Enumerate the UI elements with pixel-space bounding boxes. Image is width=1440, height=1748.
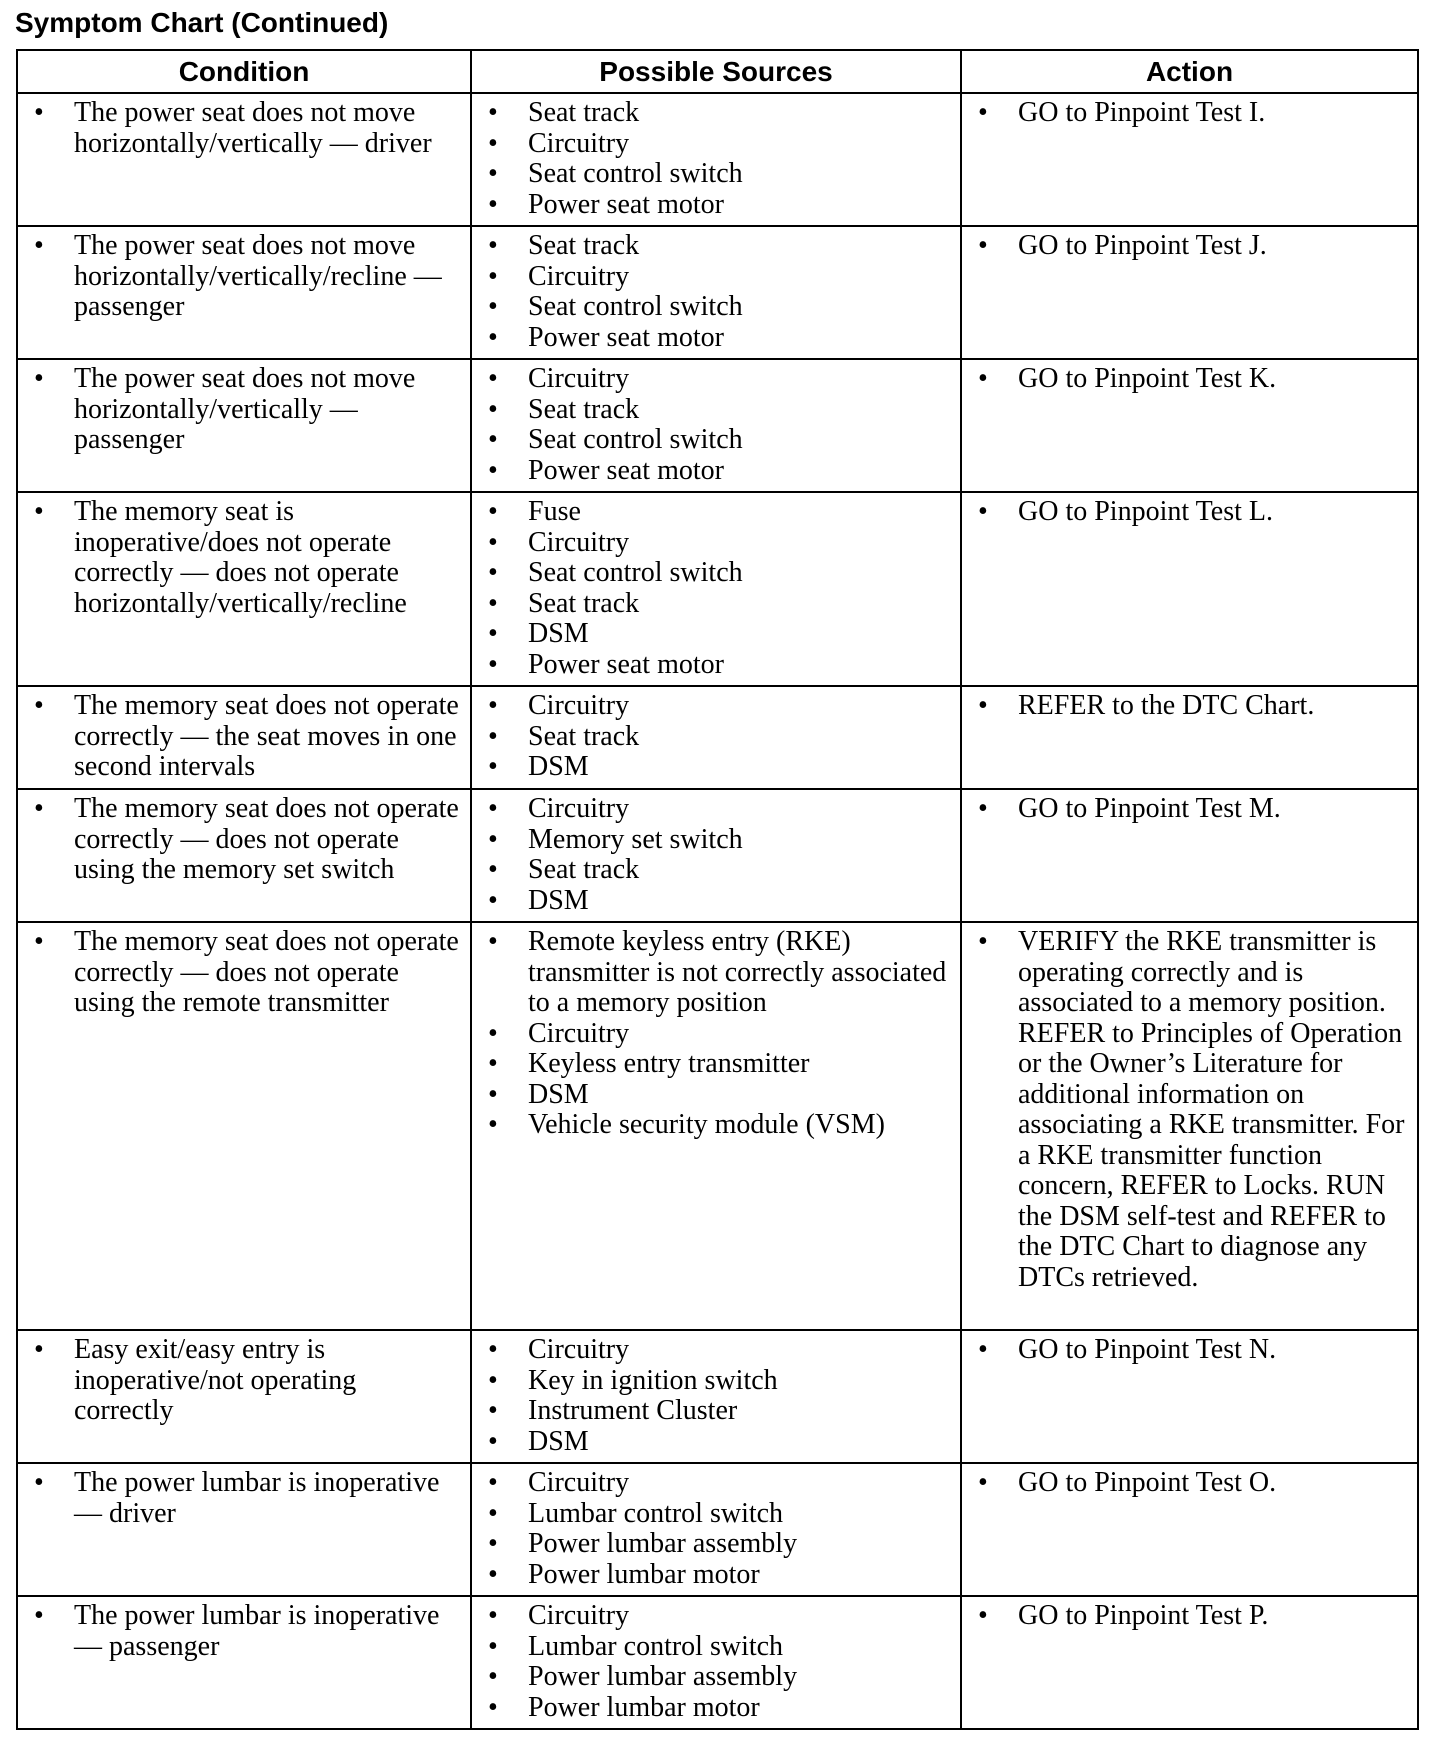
possible-sources-cell (471, 789, 961, 922)
condition-cell (17, 1330, 471, 1463)
bullet-list (32, 794, 462, 886)
list-item: • Circuitry (486, 691, 952, 722)
possible-sources-cell (471, 1596, 961, 1729)
bullet-list (32, 927, 462, 1019)
table-row (17, 686, 1418, 789)
condition-cell (17, 226, 471, 359)
bullet-list (486, 691, 952, 783)
list-item: • Keyless entry transmitter (486, 1049, 952, 1080)
list-item: • Seat control switch (486, 159, 952, 190)
list-item: • Seat track (486, 855, 952, 886)
table-row (17, 789, 1418, 922)
list-item: • Seat control switch (486, 425, 952, 456)
possible-sources-cell (471, 922, 961, 1330)
possible-sources-cell (471, 93, 961, 226)
list-item: • GO to Pinpoint Test I. (976, 98, 1409, 129)
list-item: • Fuse (486, 497, 952, 528)
bullet-list (976, 691, 1409, 722)
list-item: • GO to Pinpoint Test L. (976, 497, 1409, 528)
list-item: • Circuitry (486, 1468, 952, 1499)
action-cell (961, 226, 1418, 359)
list-item: • DSM (486, 619, 952, 650)
list-item: • Power seat motor (486, 456, 952, 487)
action-cell (961, 93, 1418, 226)
bullet-list (32, 497, 462, 619)
list-item: • Circuitry (486, 364, 952, 395)
condition-cell (17, 492, 471, 686)
list-item: • Seat control switch (486, 292, 952, 323)
list-item: • Power lumbar assembly (486, 1529, 952, 1560)
bullet-list (976, 231, 1409, 262)
list-item: • Circuitry (486, 262, 952, 293)
action-cell (961, 359, 1418, 492)
list-item: • GO to Pinpoint Test P. (976, 1601, 1409, 1632)
action-cell (961, 789, 1418, 922)
list-item: • The memory seat does not operate correctly — does not operate using the memory set switch (32, 794, 462, 886)
list-item: • Circuitry (486, 1019, 952, 1050)
list-item: • Circuitry (486, 129, 952, 160)
column-header-condition: Condition (17, 50, 471, 93)
table-row (17, 226, 1418, 359)
condition-cell (17, 1596, 471, 1729)
bullet-list (976, 98, 1409, 129)
list-item: • Power lumbar motor (486, 1560, 952, 1591)
list-item: • The power seat does not move horizontally/vertically — passenger (32, 364, 462, 456)
list-item: • Circuitry (486, 528, 952, 559)
list-item: • GO to Pinpoint Test M. (976, 794, 1409, 825)
possible-sources-cell (471, 359, 961, 492)
possible-sources-cell (471, 1330, 961, 1463)
list-item: • Seat track (486, 98, 952, 129)
list-item: • Key in ignition switch (486, 1366, 952, 1397)
bullet-list (976, 927, 1409, 1293)
table-row (17, 922, 1418, 1330)
possible-sources-cell (471, 686, 961, 789)
bullet-list (486, 794, 952, 916)
bullet-list (486, 1468, 952, 1590)
list-item: • Seat track (486, 231, 952, 262)
bullet-list (486, 364, 952, 486)
table-row (17, 1463, 1418, 1596)
list-item: • Power seat motor (486, 323, 952, 354)
bullet-list (32, 1335, 462, 1427)
table-row (17, 1596, 1418, 1729)
list-item: • GO to Pinpoint Test J. (976, 231, 1409, 262)
bullet-list (32, 1601, 462, 1662)
bullet-list (32, 691, 462, 783)
possible-sources-cell (471, 1463, 961, 1596)
action-cell (961, 1463, 1418, 1596)
list-item: • VERIFY the RKE transmitter is operating correctly and is associated to a memory position. REFER to Principles of Operation or the Owner’s Literature for additional information on associating a RKE transmitter. For a RKE transmitter function concern, REFER to Locks. RUN the DSM self-test and REFER to the DTC Chart to diagnose any DTCs retrieved. (976, 927, 1409, 1293)
list-item: • The power lumbar is inoperative — driver (32, 1468, 462, 1529)
list-item: • GO to Pinpoint Test N. (976, 1335, 1409, 1366)
list-item: • Lumbar control switch (486, 1499, 952, 1530)
list-item: • Seat track (486, 589, 952, 620)
bullet-list (32, 364, 462, 456)
possible-sources-cell (471, 226, 961, 359)
list-item: • Circuitry (486, 1601, 952, 1632)
bullet-list (486, 1335, 952, 1457)
action-cell (961, 1596, 1418, 1729)
table-row (17, 93, 1418, 226)
list-item: • DSM (486, 1080, 952, 1111)
bullet-list (486, 927, 952, 1141)
table-header-row (17, 50, 1418, 93)
bullet-list (976, 794, 1409, 825)
list-item: • Instrument Cluster (486, 1396, 952, 1427)
list-item: • The memory seat does not operate correctly — does not operate using the remote transmitter (32, 927, 462, 1019)
list-item: • The power seat does not move horizontally/vertically/recline — passenger (32, 231, 462, 323)
possible-sources-cell (471, 492, 961, 686)
list-item: • Circuitry (486, 794, 952, 825)
condition-cell (17, 359, 471, 492)
table-body (17, 93, 1418, 1729)
table-row (17, 359, 1418, 492)
bullet-list (486, 231, 952, 353)
action-cell (961, 1330, 1418, 1463)
condition-cell (17, 789, 471, 922)
table-row (17, 492, 1418, 686)
action-cell (961, 922, 1418, 1330)
list-item: • Seat track (486, 395, 952, 426)
list-item: • Seat control switch (486, 558, 952, 589)
action-cell (961, 492, 1418, 686)
column-header-action: Action (961, 50, 1418, 93)
bullet-list (32, 231, 462, 323)
list-item: • Power lumbar motor (486, 1693, 952, 1724)
condition-cell (17, 686, 471, 789)
list-item: • The memory seat does not operate correctly — the seat moves in one second intervals (32, 691, 462, 783)
list-item: • Power seat motor (486, 650, 952, 681)
bullet-list (32, 98, 462, 159)
list-item: • Easy exit/easy entry is inoperative/not operating correctly (32, 1335, 462, 1427)
column-header-sources: Possible Sources (471, 50, 961, 93)
list-item: • DSM (486, 886, 952, 917)
bullet-list (32, 1468, 462, 1529)
list-item: • Circuitry (486, 1335, 952, 1366)
bullet-list (976, 1601, 1409, 1632)
bullet-list (486, 98, 952, 220)
list-item: • DSM (486, 1427, 952, 1458)
condition-cell (17, 93, 471, 226)
list-item: • Seat track (486, 722, 952, 753)
bullet-list (976, 1335, 1409, 1366)
table-row (17, 1330, 1418, 1463)
symptom-chart-table (16, 49, 1419, 1730)
list-item: • The memory seat is inoperative/does not operate correctly — does not operate horizontally/vertically/recline (32, 497, 462, 619)
list-item: • REFER to the DTC Chart. (976, 691, 1409, 722)
list-item: • Power seat motor (486, 190, 952, 221)
list-item: • The power seat does not move horizontally/vertically — driver (32, 98, 462, 159)
bullet-list (976, 364, 1409, 395)
list-item: • GO to Pinpoint Test O. (976, 1468, 1409, 1499)
condition-cell (17, 922, 471, 1330)
page-title: Symptom Chart (Continued) (15, 7, 389, 38)
condition-cell (17, 1463, 471, 1596)
action-cell (961, 686, 1418, 789)
list-item: • Remote keyless entry (RKE) transmitter is not correctly associated to a memory position (486, 927, 952, 1019)
list-item: • GO to Pinpoint Test K. (976, 364, 1409, 395)
bullet-list (976, 1468, 1409, 1499)
bullet-list (976, 497, 1409, 528)
list-item: • Lumbar control switch (486, 1632, 952, 1663)
list-item: • The power lumbar is inoperative — passenger (32, 1601, 462, 1662)
list-item: • Memory set switch (486, 825, 952, 856)
list-item: • DSM (486, 752, 952, 783)
list-item: • Power lumbar assembly (486, 1662, 952, 1693)
list-item: • Vehicle security module (VSM) (486, 1110, 952, 1141)
bullet-list (486, 497, 952, 680)
bullet-list (486, 1601, 952, 1723)
